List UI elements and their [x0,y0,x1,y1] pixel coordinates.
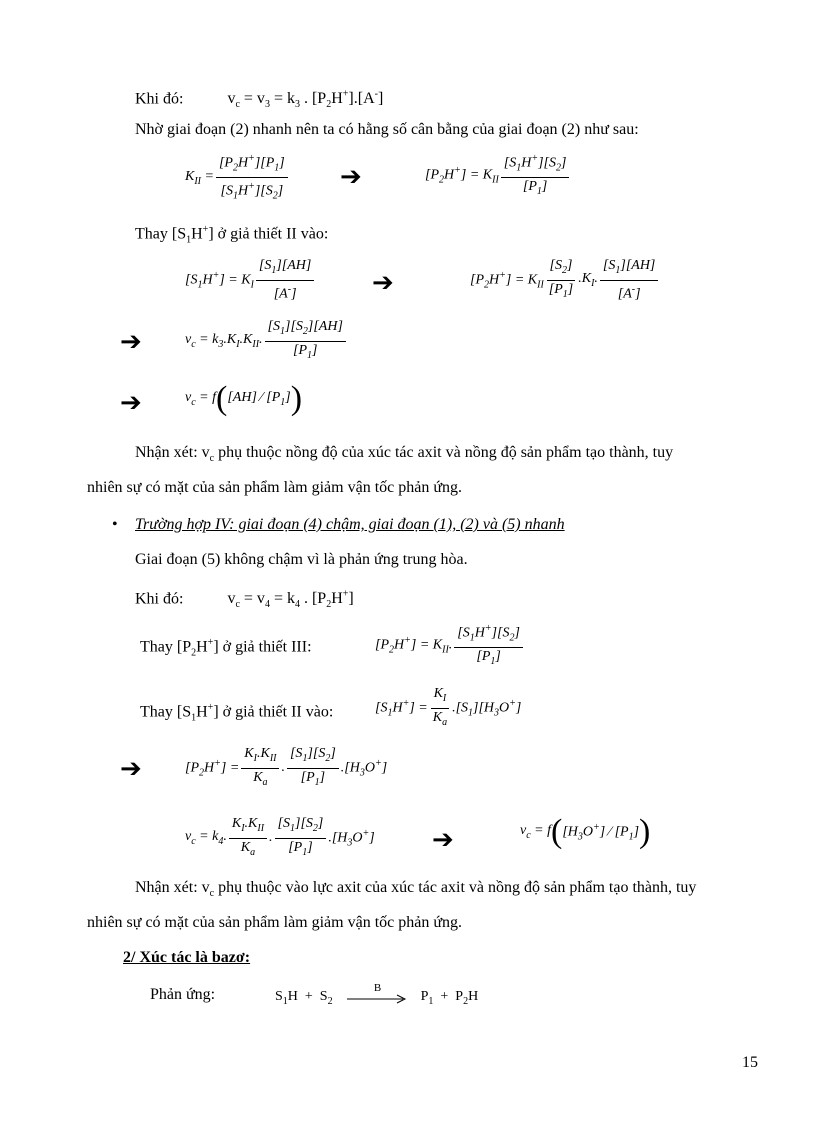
arrow-icon: ➔ [372,268,394,297]
arrow-icon: ➔ [120,327,142,356]
s1h-equation-2: $[S_1H^+]$ = $\frac{K_I}{K_a}$ $.[S_1][H_3O^+]$ [375,686,522,728]
vc-expression-1: $v_c = k_3.K_I.K_{II}$. $\frac{[S_1][S_2][AH]}{[P_1]}$ [185,318,348,365]
label: Khi đó: [135,90,184,108]
arrow-icon: ➔ [340,162,362,191]
substitute-p2h-line: Thay $[P_2H^+]$ ở giả thiết III: [140,637,312,659]
vc-function-1: $v_c = f$ ( [AH] ⁄ $[P_1]$ ) [185,380,303,417]
page-number: 15 [742,1054,758,1071]
reaction-label: Phản ứng: [150,986,216,1003]
p2h-substituted: $[P_2H^+] = K_{II}$ $\frac{[S_2]}{[P_1]}$ $.K_I$. $\frac{[S_1][AH]}{[A^-]}$ [470,257,660,304]
remark-2: Nhận xét: $v_c$ phụ thuộc vào lực axit của xúc tác axit và nồng độ sản phẩm tạo thành, tuy [135,879,697,900]
kii-equation: $K_{II}$ = $\frac{[P_2H^+][P_1]}{[S_1H^+][S_2]}$ [185,150,290,206]
arrow-icon: ➔ [432,825,454,854]
s1h-equation: $[S_1H^+] = K_I$ $\frac{[S_1][AH]}{[A^-]}$ [185,257,316,303]
stage-5-note: Giai đoạn (5) không chậm vì là phản ứng trung hòa. [135,551,468,568]
reaction-arrow: B [347,983,409,1004]
section-heading: 2/ Xúc tác là bazơ: [123,949,251,966]
arrow-icon: ➔ [120,754,142,783]
line-khi-do-2: Khi đó: $v_c = v_4 = k_4$ . $[P_2H^+]$ [135,589,354,611]
remark-1-line2: nhiên sự có mặt của sản phẩm làm giảm vận tốc phản ứng. [87,479,463,496]
line-khi-do-1 [135,85,383,116]
arrow-icon: ➔ [120,388,142,417]
p2h-equation: $[P_2H^+] = K_{II}$ $\frac{[S_1H^+][S_2]}{[P_1]}$ [425,150,571,201]
rate-equation-2: $v_c = v_4 = k_4$ . $[P_2H^+]$ [227,589,354,611]
equilibrium-intro: Nhờ giai đoạn (2) nhanh nên ta có hằng số cân bằng của giai đoạn (2) như sau: [135,121,639,138]
p2h-combined: $[P_2H^+]$ = $\frac{K_I.K_{II}}{K_a}$ . $\frac{[S_1][S_2]}{[P_1]}$ $.[H_3O^+]$ [185,746,388,788]
case-iv-heading: Trường hợp IV: giai đoạn (4) chậm, giai đoạn (1), (2) và (5) nhanh [135,516,565,533]
vc-expression-2: $v_c = k_4$. $\frac{K_I.K_{II}}{K_a}$ . $\frac{[S_1][S_2]}{[P_1]}$ $.[H_3O^+]$ [185,816,375,858]
substitute-s1h-line: Thay $[S_1H^+]$ ở giả thiết II vào: [135,224,329,246]
remark-1: Nhận xét: $v_c$ phụ thuộc nồng độ của xúc tác axit và nồng độ sản phẩm tạo thành, tuy [135,444,674,465]
remark-2-line2: nhiên sự có mặt của sản phẩm làm giảm vận tốc phản ứng. [87,914,463,931]
bullet: • [112,516,118,533]
p2h-equation-2: $[P_2H^+] = K_{II}$. $\frac{[S_1H^+][S_2]}{[P_1]}$ [375,620,525,671]
vc-function-2: $v_c = f$ ( $[H_3O^+]$ ⁄ $[P_1]$ ) [520,813,651,850]
long-arrow-icon [347,994,409,1004]
substitute-s1h-line-2: Thay $[S_1H^+]$ ở giả thiết II vào: [140,702,334,724]
rate-equation-1: $v_c = v_3 = k_3$ . $[P_2H^+].[A^-]$ [227,89,384,111]
reaction-equation: $S_1H + S_2$ B $P_1 + P_2H$ [275,981,479,1007]
